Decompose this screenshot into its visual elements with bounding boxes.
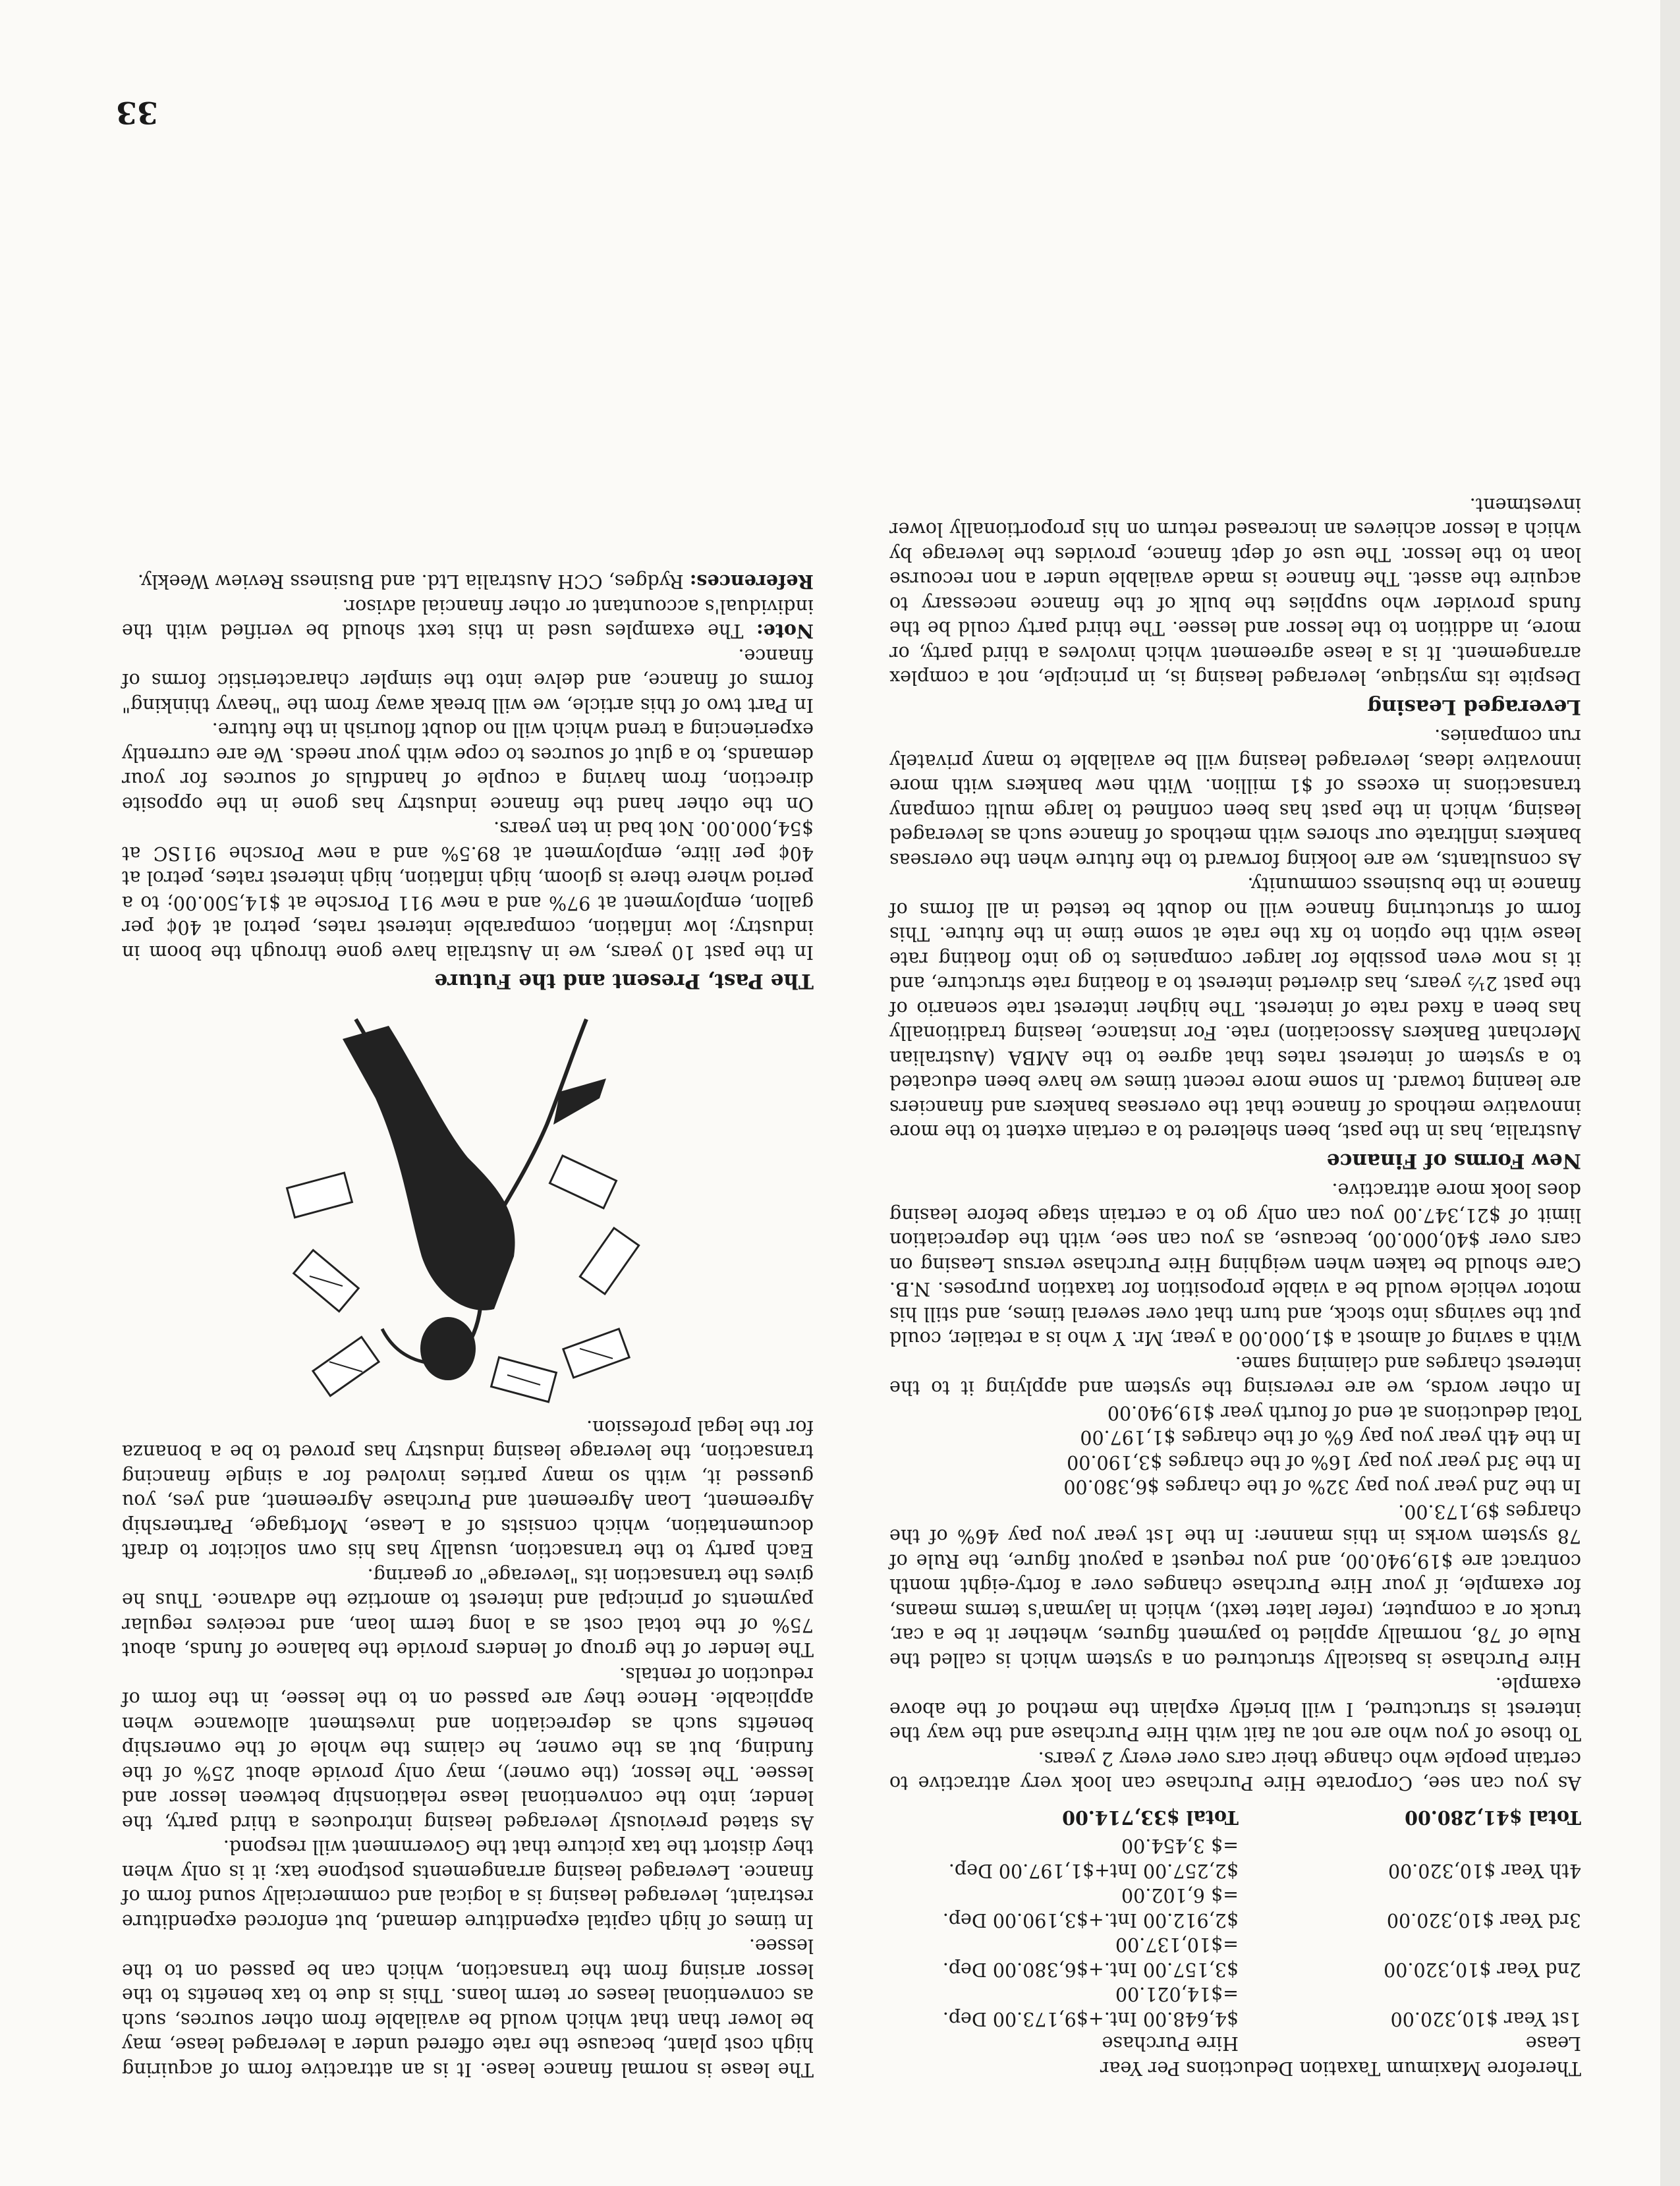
page-edge <box>1660 0 1680 2186</box>
rule-of-78-breakdown <box>889 1401 1581 1499</box>
paragraph: As you can see, Corporate Hire Purchase can look very attractive to certain people who change their cars over every 2 years. <box>889 1748 1581 1795</box>
lease-header: Lease <box>1525 2032 1581 2055</box>
section-heading: The Past, Present and the Future <box>434 969 814 994</box>
paragraph: On the other hand the finance industry has gone in the opposite direction, from having a couple of handfuls of sources for your demands, to a glut of sources to cope with your needs. We are currently experiencing a trend which will no doubt flourish in the future. <box>122 719 814 815</box>
paragraph: The lease is normal finance lease. It is an attractive form of acquiring high cost plant, because the rate offered under a leveraged lease, may be lower than that which would be available from other sources, such as conventional leases or term loans. This is due to tax benefits to the lessor arising from the transaction, which can be passed on to the lessee. <box>122 1935 814 2081</box>
hire-cell: $2,257.00 Int+$1,197.00 Dep. =$ 3,454.00 <box>948 1835 1239 1882</box>
table-title: Therefore Maximum Taxation Deductions Per Year <box>1100 2058 1581 2079</box>
paragraph: With a saving of almost a $1,000.00 a year, Mr. Y who is a retailer, could put the savings into stock, and turn that over several times, and still his motor vehicle would be a viable proposition for taxation purposes. N.B. Care should be taken when weighing Hire Purchase versus Leasing on cars over $40,000.00, because, as you can see, with the depreciation limit of $21,347.00 you can only go to a certain stage before leasing does look more attractive. <box>889 1179 1581 1350</box>
paragraph: The lender of the group of lenders provide the balance of funds, about 75% of the total cost as a long term loan, and receives regular payments of principal and interest to amortize the advance. Thus he gives the transaction its "leverage" or gearing. <box>122 1565 814 1661</box>
page-number: 33 <box>115 95 158 130</box>
lease-cell: 4th Year $10,320.00 <box>1387 1860 1581 1882</box>
lease-cell: 2nd Year $10,320.00 <box>1384 1959 1581 1980</box>
paragraph: Each party to the transaction, usually has his own solicitor to draft documentation, which consists of a Lease, Mortgage, Partnership Agreement, Loan Agreement and Purchase Agreement, and yes, you guessed it, with so many parties involved for a single financing transaction, the leverage leasing industry has proved to be a bonanza for the legal profession. <box>122 1416 814 1562</box>
references-paragraph <box>122 569 814 594</box>
table-row <box>889 1932 1581 1982</box>
deduction-line: In the 4th year you pay 6% of the charges $1,197.00 <box>1080 1426 1581 1449</box>
lease-cell: 1st Year $10,320.00 <box>1390 2008 1581 2030</box>
paragraph: Hire Purchase is basically structured on a system which is called the Rule of 78, normally applied to payment figures, whether it be a car, truck or a computer, (refer later text), which in layman's terms means, for example, if your Hire Purchase changes over a forty-eight month contract are $19,940.00, and you request a payout figure, the Rule of 78 system works in this manner: In the 1st year you pay 46% of the charges $9,173.00. <box>889 1501 1581 1671</box>
table-header-row <box>889 2031 1581 2056</box>
section-heading: New Forms of Finance <box>1326 1149 1581 1173</box>
paragraph: Despite its mystique, leveraged leasing is, in principle, not a complex arrangement. It is a lease agreement which involves a third party, or more, in addition to the lessor and lessee. The third party could be the funds provider who supplies the bulk of the finance necessary to acquire the asset. The finance is made available under a non recourse loan to the lessor. The use of dept finance, provides the leverage by which a lessor achieves an increased return on his proportionally lower investment. <box>889 494 1581 689</box>
deduction-line: In the 2nd year you pay 32% of the charges $6,380.00 <box>1063 1476 1581 1498</box>
paragraph: In Part two of this article, we will break away from the "heavy thinking" forms of finance, and delve into the simpler characteristic forms of finance. <box>122 645 814 716</box>
hire-cell: $4,648.00 Int.+$9,173.00 Dep. =$14,021.00 <box>942 1983 1239 2030</box>
table-row <box>889 1834 1581 1883</box>
paragraph: In the past 10 years, we in Australia have gone through the boom in industry; low inflation, comparable interest rates, petrol at 40¢ per gallon, employment at 97% and a new 911 Porsche at $14,500.00; to a period where there is gloom, high inflation, high interest rates, petrol at 40¢ per litre, employment at 89.5% and a new Porsche 911SC at $54,000.00. Not bad in ten years. <box>122 818 814 963</box>
right-column <box>122 569 814 2082</box>
paragraph: In other words, we are reversing the system and applying it to the interest charges and claiming same. <box>889 1353 1581 1399</box>
paragraph: As stated previously leveraged leasing introduces a third party, the lender, into the conventional lease relationship between lessor and lessee. The lessor, (the owner), may only provide about 25% of the funding, but as the owner, he claims the whole of the ownership benefits such as depreciation and investment allowance when applicable. Hence they are passed on to the lessee, in the form of reduction of rentals. <box>122 1664 814 1834</box>
paragraph: As consultants, we are looking forward to the future when the overseas bankers infiltrate our shores with methods of finance such as leveraged leasing, which in the past has been confined to large multi company transactions in excess of $1 million. With new bankers with more innovative ideas, leveraged leasing will be available to many privately run companies. <box>889 725 1581 871</box>
paragraph: To those of you who are not au fait with Hire Purchase and the way the interest is structured, I will briefly explain the method of the above example. <box>889 1673 1581 1745</box>
hire-cell: $2,912.00 Int.+$3,190.00 Dep. =$ 6,102.00 <box>942 1884 1239 1931</box>
deduction-line: Total deductions at end of fourth year $19,940.00 <box>1107 1402 1581 1424</box>
paragraph: Australia, has in the past, been sheltered to a certain extent to the more innovative methods of finance that the overseas bankers and financiers are leaning toward. In some more recent times we have been educated to a system of interest rates that agree to the AMBA (Australian Merchant Bankers Association) rate. For instance, leasing traditionally has been a fixed rate of interest. The higher interest rate scenario of the past 2½ years, has diverted interest to a floating rate structure, and it is now even possible for larger companies to go into floating rate lease with the option to fix the rate at some time in the future. This form of structuring finance will no doubt be tested in all forms of finance in the business community. <box>889 874 1581 1143</box>
deductions-table <box>889 1805 1581 2056</box>
section-heading: Leveraged Leasing <box>1367 695 1581 719</box>
note-text: The examples used in this text should be verified with the individual's accountant or other financial advisor. <box>122 596 814 642</box>
references-text: Rydges, CCH Australia Ltd. and Business Review Weekly. <box>137 571 690 593</box>
lease-cell: 3rd Year $10,320.00 <box>1386 1909 1581 1931</box>
table-row <box>889 1982 1581 2031</box>
hire-purchase-header: Hire Purchase <box>1102 2032 1239 2055</box>
paragraph: In times of high capital expenditure demand, but enforced expenditure restraint, leveraged leasing is a logical and commercially sound form of finance. Leveraged leasing arrangements postpone tax; it is only when they distort the tax picture that the Government will respond. <box>122 1836 814 1932</box>
references-label: References: <box>689 571 814 594</box>
left-column <box>889 493 1581 2081</box>
money-illustration <box>283 1013 652 1409</box>
note-label: Note: <box>756 620 814 643</box>
hire-total: Total $33,714.00 <box>1062 1807 1239 1829</box>
totals-row <box>889 1805 1581 1830</box>
hire-cell: $3,157.00 Int.+$6,380.00 Dep. =$10,137.00 <box>942 1934 1239 1980</box>
table-row <box>889 1883 1581 1932</box>
note-paragraph <box>122 594 814 644</box>
deduction-line: In the 3rd year you pay 16% of the charges $3,190.00 <box>1067 1451 1581 1473</box>
lease-total: Total $41,280.00 <box>1405 1807 1581 1829</box>
